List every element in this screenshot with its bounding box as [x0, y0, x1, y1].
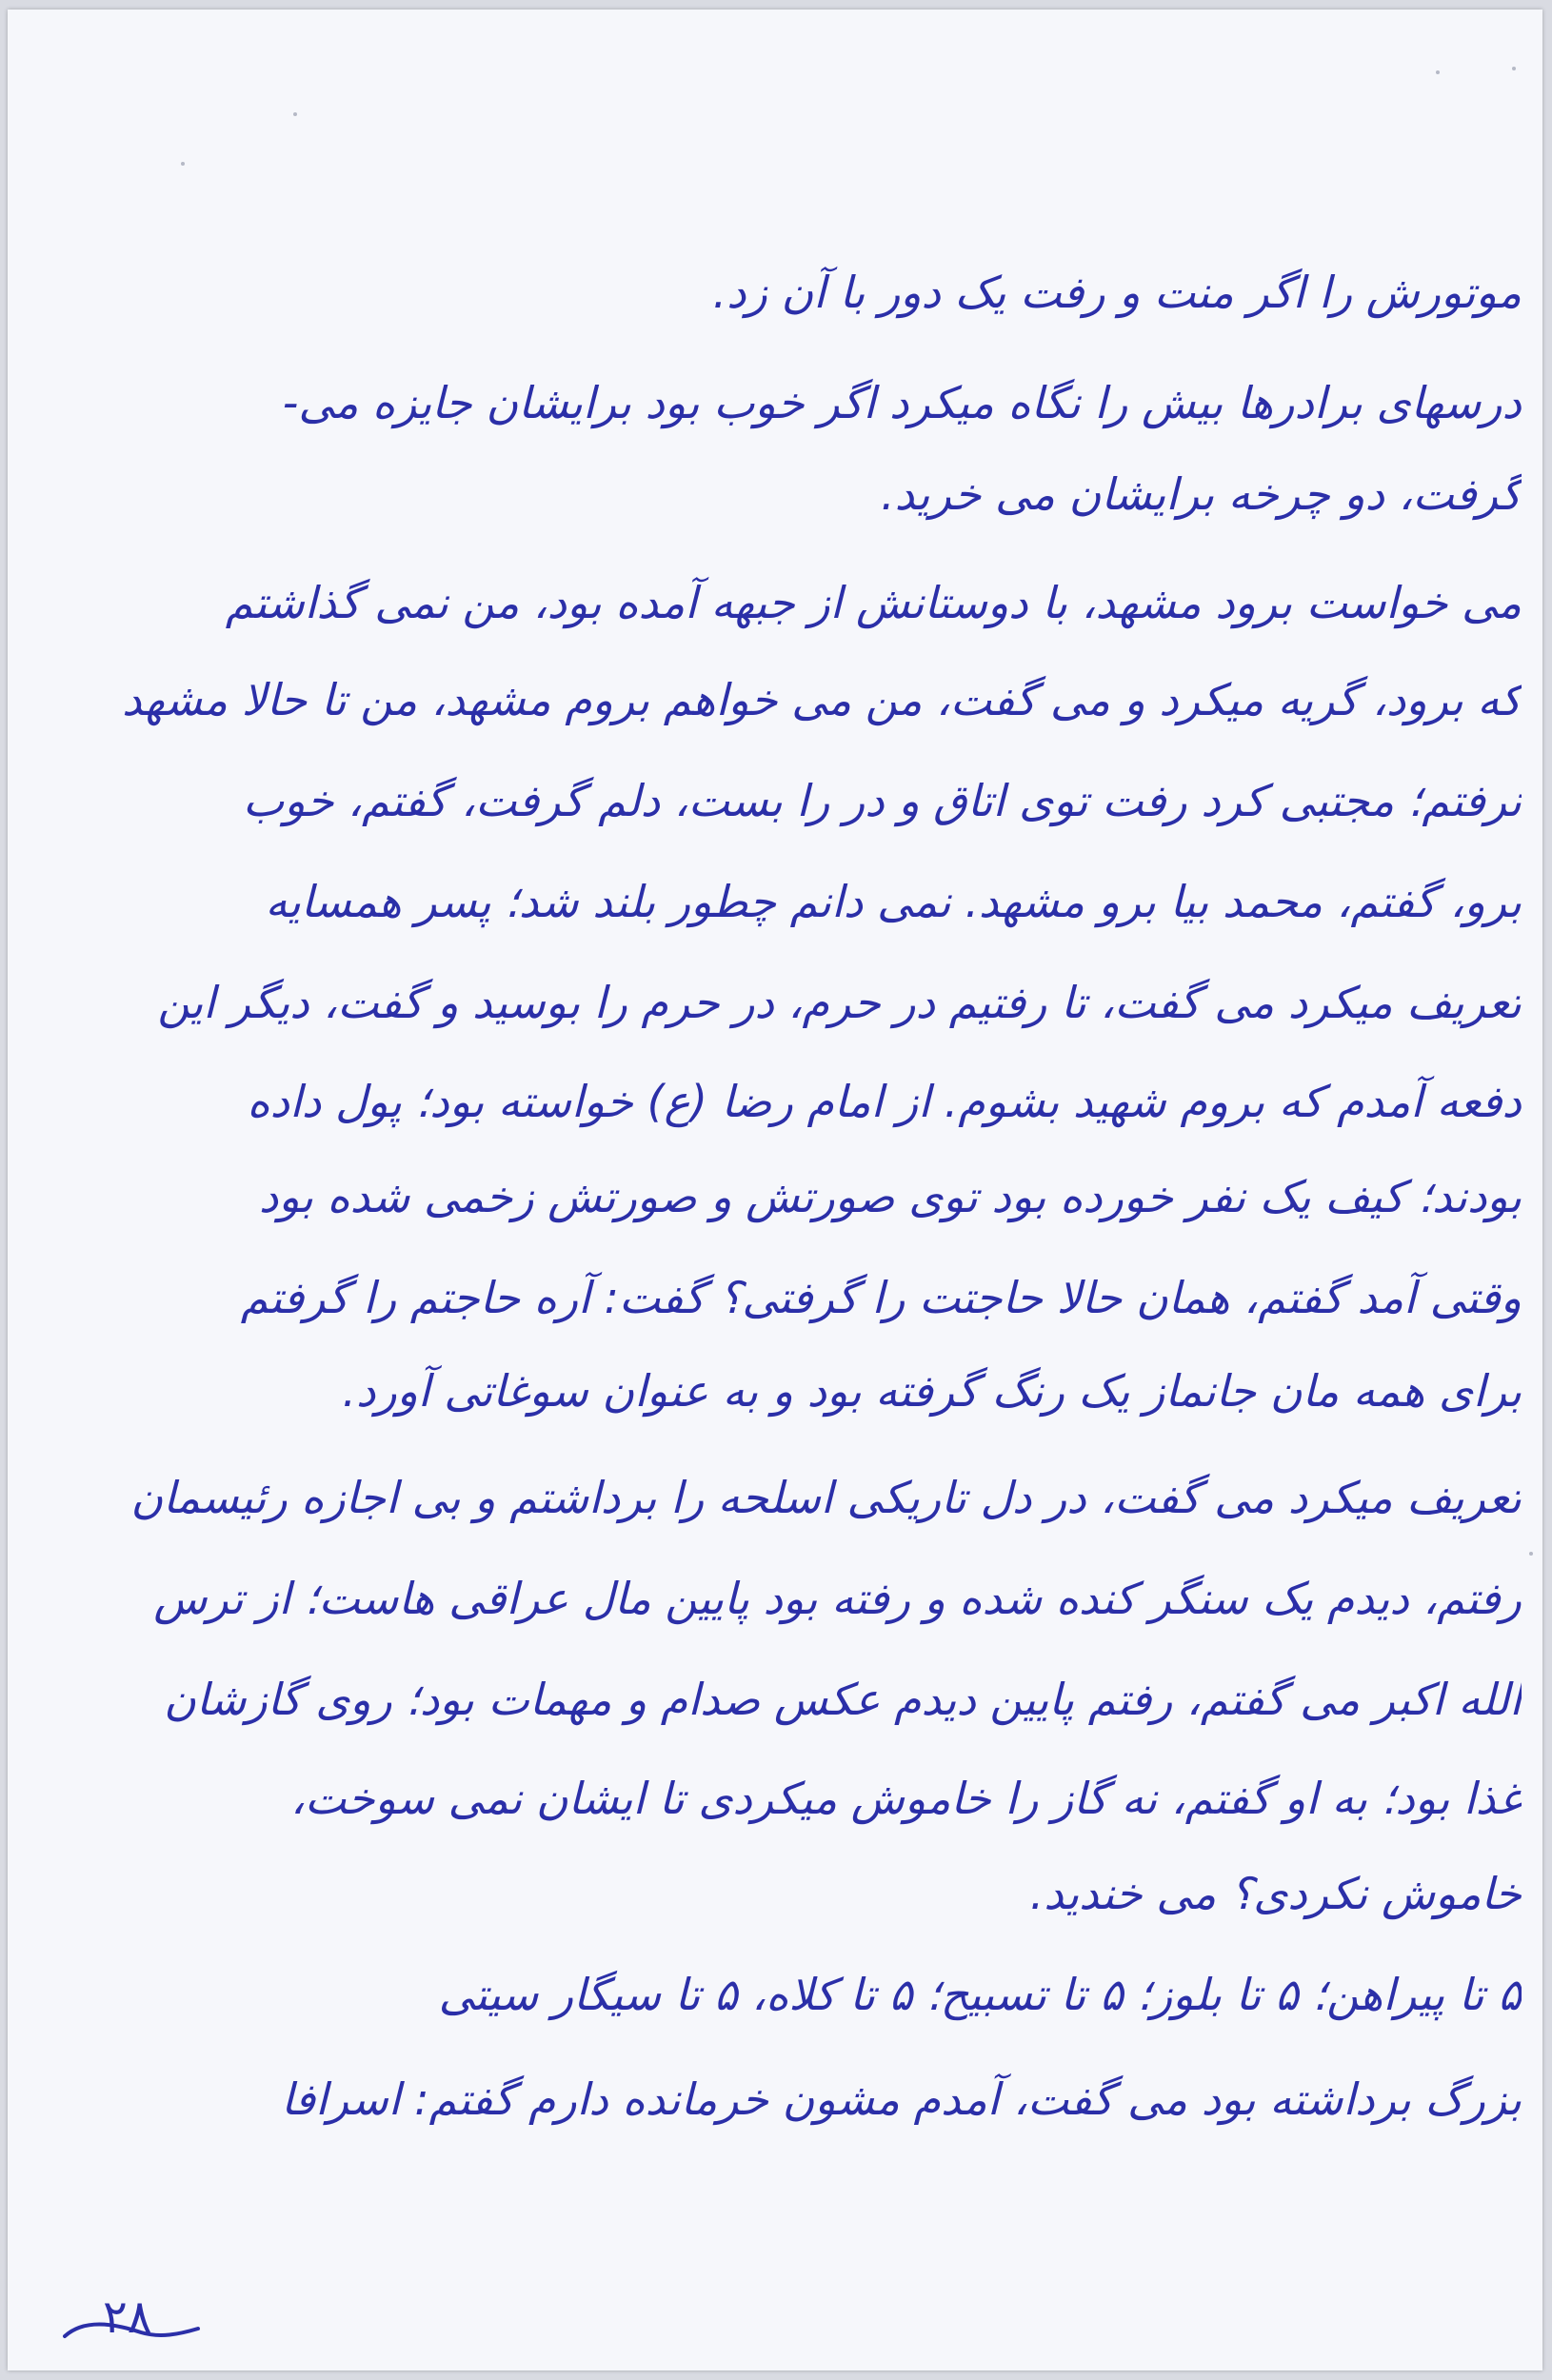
- text-line: گرفت، دو چرخه برایشان می خرید.: [881, 468, 1522, 520]
- text-line: غذا بود؛ به او گفتم، نه گاز را خاموش میکردی تا ایشان نمی سوخت،: [290, 1773, 1522, 1824]
- paper-speck: [293, 112, 297, 116]
- paper-speck: [1512, 67, 1516, 70]
- text-line: موتورش را اگر منت و رفت یک دور با آن زد.: [712, 267, 1522, 318]
- page-number: [46, 2291, 208, 2351]
- text-line: بودند؛ کیف یک نفر خورده بود توی صورتش و صورتش زخمی شده بود: [258, 1171, 1522, 1222]
- text-line: ۵ تا پیراهن؛ ۵ تا بلوز؛ ۵ تا تسبیح؛ ۵ تا کلاه، ۵ تا سیگار سیتی: [438, 1969, 1522, 2020]
- text-line: که برود، گریه میکرد و می گفت، من می خواهم بروم مشهد، من تا حالا مشهد: [122, 674, 1522, 725]
- text-line: دفعه آمدم که بروم شهید بشوم. از امام رضا (ع) خواسته بود؛ پول داده: [247, 1076, 1522, 1127]
- paper-speck: [1436, 70, 1440, 74]
- text-line: تعریف میکرد می گفت، در دل تاریکی اسلحه را برداشتم و بی اجازه رئیسمان: [130, 1472, 1522, 1523]
- text-line: می خواست برود مشهد، با دوستانش از جبهه آمده بود، من نمی گذاشتم: [225, 577, 1522, 628]
- text-line: رفتم، دیدم یک سنگر کنده شده و رفته بود پایین مال عراقی هاست؛ از ترس: [153, 1573, 1522, 1624]
- text-line: خاموش نکردی؟ می خندید.: [1029, 1868, 1522, 1919]
- page-number-text: ۲۸: [103, 2291, 152, 2344]
- paper-speck: [1529, 1552, 1533, 1556]
- paper-speck: [181, 162, 185, 166]
- handwritten-page: [8, 10, 1542, 2370]
- text-line: نرفتم؛ مجتبی کرد رفت توی اتاق و در را بست، دلم گرفت، گفتم، خوب: [243, 775, 1522, 826]
- text-line: الله اکبر می گفتم، رفتم پایین دیدم عکس صدام و مهمات بود؛ روی گازشان: [164, 1674, 1522, 1725]
- text-line: بزرگ برداشته بود می گفت، آمدم مشون خرمانده دارم گفتم: اسرافا: [281, 2073, 1522, 2125]
- text-line: تعریف میکرد می گفت، تا رفتیم در حرم، در حرم را بوسید و گفت، دیگر این: [157, 977, 1522, 1028]
- text-line: برای همه مان جانماز یک رنگ گرفته بود و به عنوان سوغاتی آورد.: [342, 1365, 1522, 1417]
- text-line: وقتی آمد گفتم، همان حالا حاجتت را گرفتی؟ گفت: آره حاجتم را گرفتم: [240, 1272, 1522, 1323]
- text-line: برو، گفتم، محمد بیا برو مشهد. نمی دانم چطور بلند شد؛ پسر همسایه: [265, 876, 1522, 927]
- text-line: درسهای برادرها بیش را نگاه میکرد اگر خوب بود برایشان جایزه می-: [282, 377, 1522, 428]
